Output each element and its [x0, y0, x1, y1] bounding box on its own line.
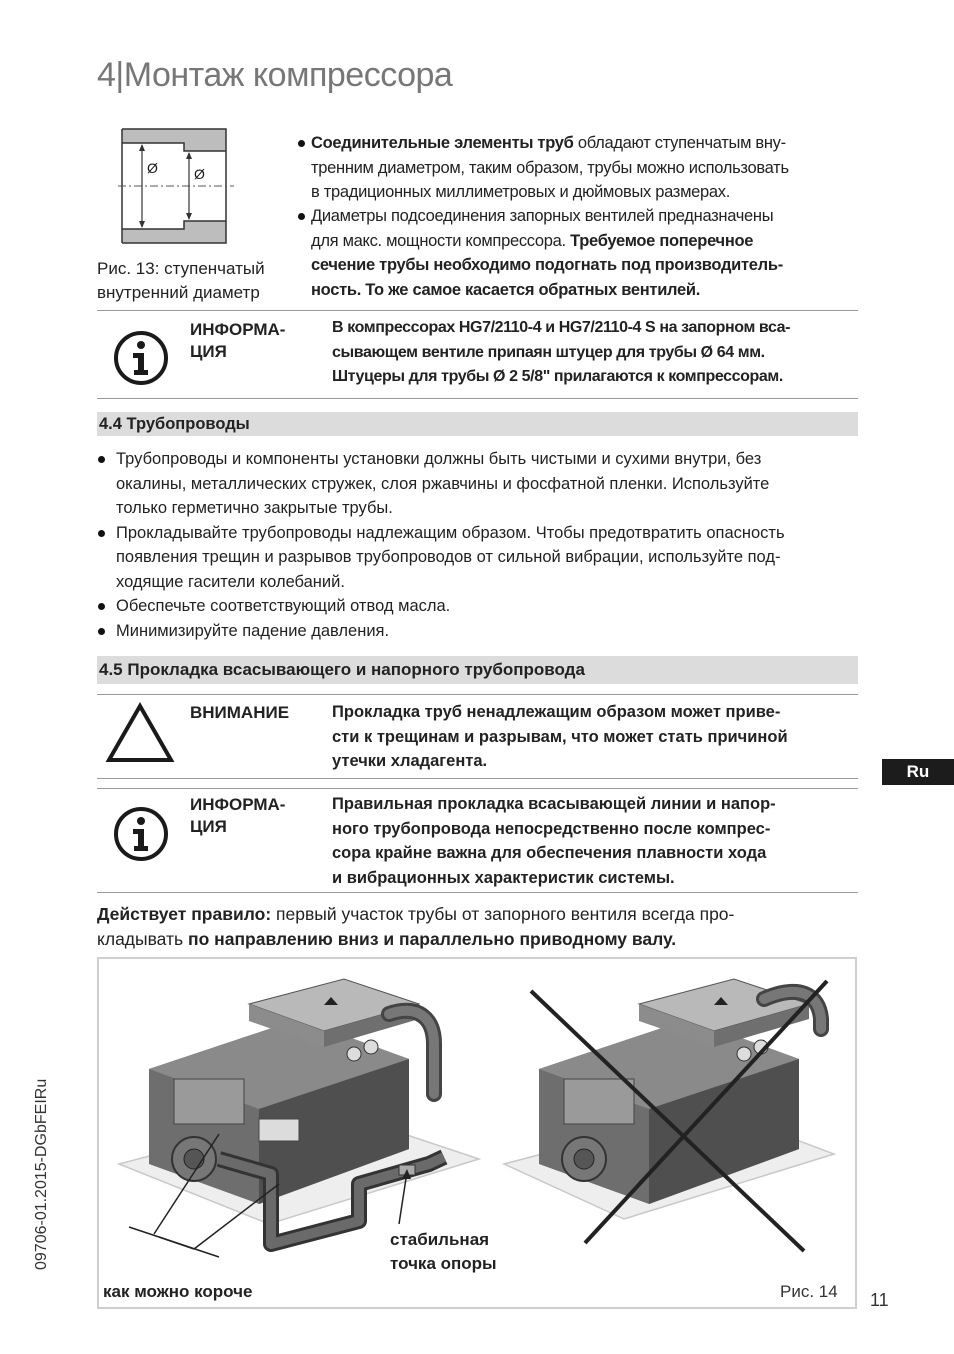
divider [97, 398, 858, 399]
bold-text: по направлению вниз и параллельно приводному валу. [188, 929, 677, 949]
fig13-caption-line: Рис. 13: ступенчатый [97, 259, 265, 278]
page-title: 4|Монтаж компрессора [97, 56, 453, 94]
text-line: Прокладывайте трубопроводы надлежащим образом. Чтобы предотвратить опасность [116, 523, 785, 542]
info-label-line: ЦИЯ [190, 342, 227, 361]
text-line: окалины, металлических стружек, слоя ржавчины и фосфатной пленки. Используйте [116, 474, 770, 493]
text-line: ного трубопровода непосредственно после компрес- [332, 819, 771, 838]
text-line: Штуцеры для трубы Ø 2 5/8" прилагаются к компрессорам. [332, 368, 783, 385]
divider [97, 694, 858, 695]
info-label-line: ИНФОРМА- [190, 795, 286, 814]
bold-text: Действует правило: [97, 904, 272, 924]
warning-triangle-icon [105, 700, 175, 764]
bullet-dot [98, 628, 105, 635]
bullet-dot [98, 530, 105, 537]
document-code: 09706-01.2015-DGbFEIRu [33, 1078, 50, 1270]
text-line: Обеспечьте соответствующий отвод масла. [116, 597, 451, 615]
text-line: тренним диаметром, таким образом, трубы можно использовать [311, 158, 789, 177]
text-line: точка опоры [390, 1254, 497, 1273]
diameter-symbol-right: Ø [194, 166, 205, 182]
divider [97, 310, 858, 311]
text-line: Диаметры подсоединения запорных вентилей предназначены [311, 207, 774, 225]
bullet-valve-diameters [298, 204, 860, 302]
text-line: Минимизируйте падение давления. [116, 621, 390, 640]
bullet-pipe-connectors [298, 131, 860, 205]
language-tab: Ru [882, 759, 954, 785]
stepped-diameter-figure [118, 125, 234, 247]
bold-text: Соединительные элементы труб [311, 134, 574, 152]
list-item [97, 594, 858, 619]
text-line: только герметично закрытые трубы. [116, 499, 393, 517]
bold-text: сечение трубы необходимо подогнать под производитель- [311, 256, 783, 274]
text-line: первый участок трубы от запорного вентиля всегда про- [271, 904, 735, 924]
bullet-dot [98, 603, 105, 610]
warning-text [332, 700, 849, 774]
text-line: в традиционных миллиметровых и дюймовых размерах. [311, 183, 730, 201]
rule-paragraph [97, 902, 853, 952]
text-line: и вибрационных характеристик системы. [332, 868, 675, 887]
text-line: В компрессорах HG7/2110-4 и HG7/2110-4 S на запорном вса- [332, 319, 791, 336]
section-4-4-list [97, 447, 858, 643]
text-line: обладают ступенчатым вну- [573, 134, 786, 152]
text-line: для макс. мощности компрессора. [311, 231, 571, 250]
text-line: кладывать [97, 929, 189, 949]
text-line: Трубопроводы и компоненты установки должны быть чистыми и сухими внутри, без [116, 450, 762, 468]
bullet-dot [298, 140, 305, 147]
info-label-line: ЦИЯ [190, 817, 227, 836]
fig14-caption: Рис. 14 [780, 1282, 838, 1301]
info-icon [113, 330, 169, 386]
bullet-dot [98, 456, 105, 463]
list-item [97, 521, 858, 595]
diameter-symbol-left: Ø [147, 160, 158, 176]
info-label-line: ИНФОРМА- [190, 320, 286, 339]
shortest-label: как можно короче [103, 1282, 253, 1301]
bold-text: ность. То же самое касается обратных вентилей. [311, 280, 701, 299]
text-line: сора крайне важна для обеспечения плавности хода [332, 844, 767, 862]
text-line: ходящие гасители колебаний. [116, 572, 345, 591]
fig13-caption-line: внутренний диаметр [97, 283, 260, 302]
divider [97, 788, 858, 789]
text-line: сти к трещинам и разрывам, что может стать причиной [332, 727, 788, 746]
divider [97, 778, 858, 779]
info-label [190, 794, 285, 838]
text-line: утечки хладагента. [332, 752, 488, 770]
section-heading-4-4: 4.4 Трубопроводы [97, 412, 858, 436]
section-heading-4-5: 4.5 Прокладка всасывающего и напорного трубопровода [97, 656, 858, 684]
text-line: сывающем вентиле припаян штуцер для трубы Ø 64 мм. [332, 343, 765, 361]
info-label [190, 319, 285, 363]
page-number: 11 [870, 1290, 889, 1310]
warning-label: ВНИМАНИЕ [190, 703, 290, 722]
text-line: появления трещин и разрывов трубопроводов от сильной вибрации, используйте под- [116, 548, 781, 566]
bold-text: Требуемое поперечное [570, 231, 754, 250]
fig13-caption [97, 257, 287, 305]
divider [97, 892, 858, 893]
info-text [332, 316, 852, 390]
list-item [97, 619, 858, 644]
text-line: Правильная прокладка всасывающей линии и напор- [332, 795, 776, 813]
bullet-dot [298, 213, 305, 220]
info-text [332, 792, 849, 890]
info-icon [113, 806, 169, 862]
list-item [97, 447, 858, 521]
text-line: стабильная [390, 1230, 490, 1249]
stable-support-label [390, 1228, 497, 1276]
text-line: Прокладка труб ненадлежащим образом может приве- [332, 703, 781, 721]
